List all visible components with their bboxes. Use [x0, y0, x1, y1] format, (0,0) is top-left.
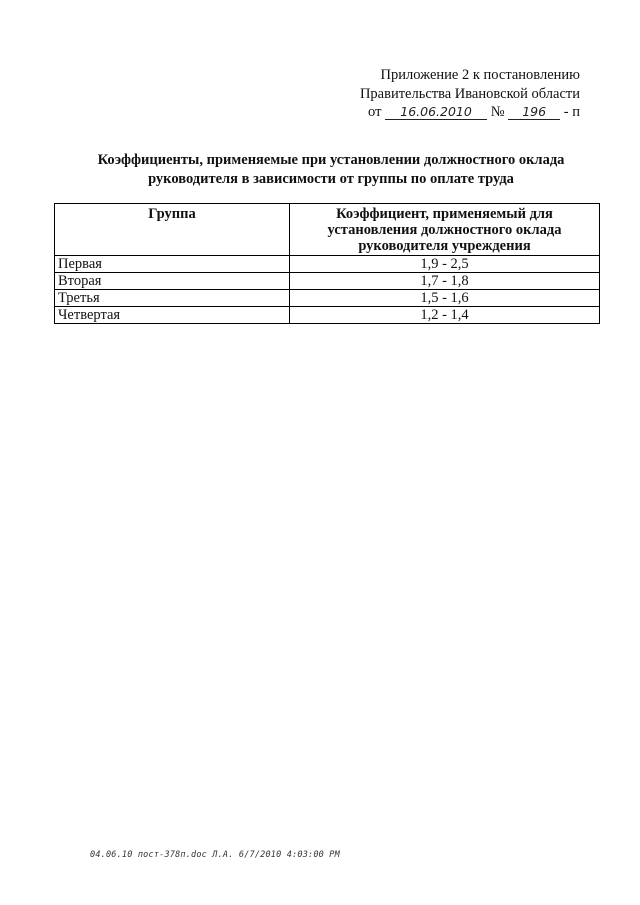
- group-cell: Третья: [55, 290, 290, 307]
- document-title: [70, 151, 592, 189]
- table-row: [55, 290, 600, 307]
- title-line-1: Коэффициенты, применяемые при установлении должностного оклада: [97, 152, 565, 168]
- table-row: [55, 256, 600, 273]
- document-header: [330, 66, 580, 122]
- group-column-header: Группа: [55, 204, 290, 256]
- coefficient-table: [54, 203, 600, 324]
- file-footer: 04.06.10 пост-378п.doc Л.А. 6/7/2010 4:03:00 PM: [90, 850, 340, 860]
- coefficient-cell: 1,5 - 1,6: [290, 290, 600, 307]
- handwritten-number: 196: [508, 105, 560, 120]
- group-cell: Первая: [55, 256, 290, 273]
- number-suffix: - п: [563, 104, 580, 120]
- table-row: [55, 273, 600, 290]
- coefficient-header-line-1: Коэффициент, применяемый для: [336, 206, 553, 222]
- table-header-row: [55, 204, 600, 256]
- table-row: [55, 307, 600, 324]
- coefficient-cell: 1,2 - 1,4: [290, 307, 600, 324]
- number-label: №: [490, 104, 505, 120]
- coefficient-cell: 1,7 - 1,8: [290, 273, 600, 290]
- coefficient-column-header: [290, 204, 600, 256]
- coefficient-cell: 1,9 - 2,5: [290, 256, 600, 273]
- handwritten-date: 16.06.2010: [385, 105, 487, 120]
- coefficient-header-line-3: руководителя учреждения: [358, 238, 531, 254]
- date-number-line: [330, 103, 580, 122]
- from-label: от: [368, 104, 382, 120]
- government-line: Правительства Ивановской области: [359, 85, 580, 102]
- title-line-2: руководителя в зависимости от группы по оплате труда: [148, 171, 514, 187]
- group-cell: Вторая: [55, 273, 290, 290]
- group-cell: Четвертая: [55, 307, 290, 324]
- annex-reference-line: Приложение 2 к постановлению: [380, 67, 580, 83]
- coefficient-header-line-2: установления должностного оклада: [327, 222, 562, 238]
